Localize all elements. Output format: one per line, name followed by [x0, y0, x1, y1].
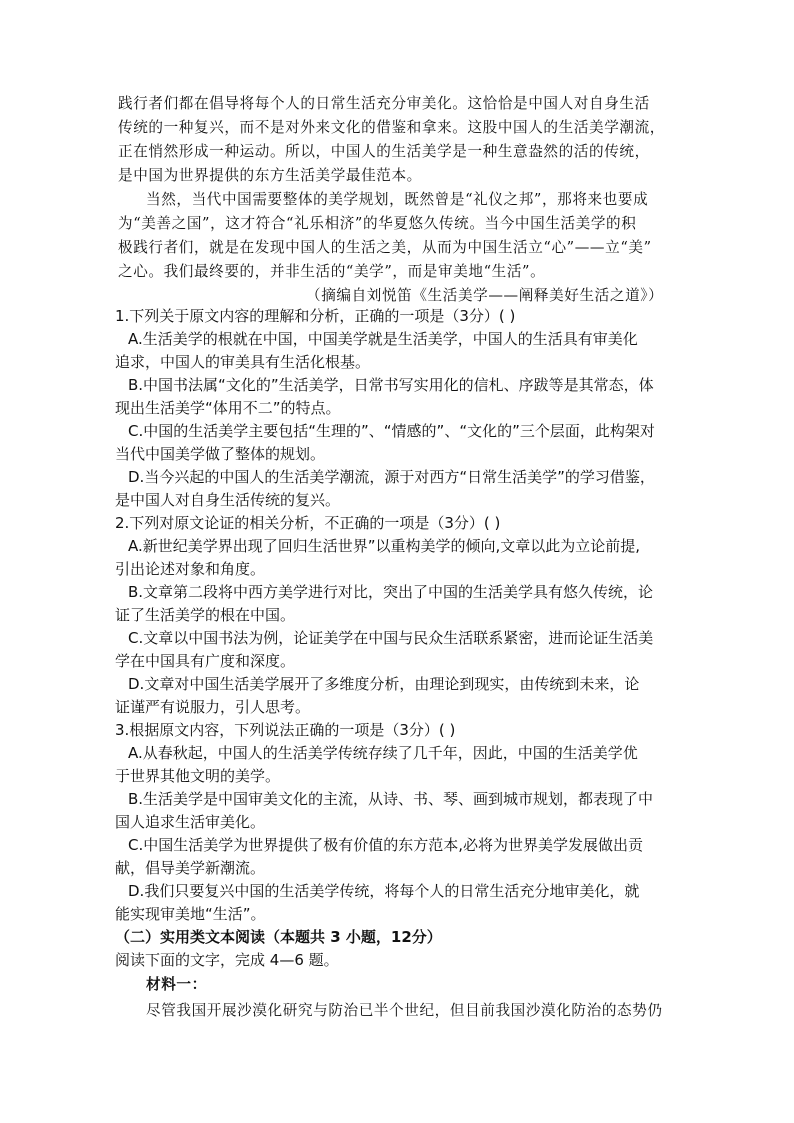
- passage-line-5: 当然，当代中国需要整体的美学规划，既然曾是“礼仪之邦”，那将来也要成: [146, 191, 649, 208]
- section-instruction: 阅读下面的文字，完成 4—6 题。: [115, 951, 339, 969]
- passage-line-7: 极践行者们，就是在发现中国人的生活之美，从而为中国生活立“心”——立“美”: [118, 239, 652, 256]
- passage-line-6: 为“美善之国”，这才符合“礼乐相济”的华夏悠久传统。当今中国生活美学的积: [118, 215, 637, 232]
- passage-line-1: 践行者们都在倡导将每个人的日常生活充分审美化。这恰恰是中国人对自身生活: [118, 95, 650, 112]
- q3-option-d-line-1: D.我们只要复兴中国的生活美学传统，将每个人的日常生活充分地审美化，就: [128, 882, 640, 900]
- q1-option-c-line-2: 当代中国美学做了整体的规划。: [115, 445, 326, 463]
- q2-option-c-line-1: C.文章以中国书法为例，论证美学在中国与民众生活联系紧密，进而论证生活美: [128, 629, 654, 647]
- passage-line-2: 传统的一种复兴，而不是对外来文化的借鉴和拿来。这股中国人的生活美学潮流，: [118, 119, 665, 136]
- q1-option-c-line-1: C.中国的生活美学主要包括“生理的”、“情感的”、“文化的”三个层面，此构架对: [128, 422, 655, 440]
- q3-option-a-line-2: 于世界其他文明的美学。: [115, 767, 281, 785]
- question-3-stem: 3.根据原文内容，下列说法正确的一项是（3分）( ): [115, 721, 456, 739]
- q1-option-b-line-2: 现出生活美学“体用不二”的特点。: [115, 399, 341, 417]
- q2-option-a-line-1: A.新世纪美学界出现了回归生活世界”以重构美学的倾向,文章以此为立论前提,: [128, 537, 641, 555]
- q3-option-b-line-1: B.生活美学是中国审美文化的主流，从诗、书、琴、画到城市规划，都表现了中: [128, 790, 654, 808]
- q3-option-a-line-1: A.从春秋起，中国人的生活美学传统存续了几千年，因此，中国的生活美学优: [128, 744, 638, 762]
- q3-option-d-line-2: 能实现审美地“生活”。: [115, 905, 266, 923]
- q3-option-c-line-1: C.中国生活美学为世界提供了极有价值的东方范本,必将为世界美学发展做出贡: [128, 836, 644, 854]
- q2-option-d-line-1: D.文章对中国生活美学展开了多维度分析，由理论到现实，由传统到未来，论: [128, 675, 640, 693]
- q1-option-d-line-2: 是中国人对自身生活传统的复兴。: [115, 491, 341, 509]
- section-heading: （二）实用类文本阅读（本题共 3 小题，12分）: [115, 928, 442, 946]
- question-2-stem: 2.下列对原文论证的相关分析，不正确的一项是（3分）( ): [115, 514, 501, 532]
- q2-option-c-line-2: 学在中国具有广度和深度。: [115, 652, 296, 670]
- passage-line-8: 之心。我们最终要的，并非生活的“美学”，而是审美地“生活”。: [118, 263, 546, 280]
- passage-line-3: 正在悄然形成一种运动。所以，中国人的生活美学是一种生意盎然的活的传统，: [118, 143, 650, 160]
- passage-source: （摘编自刘悦笛《生活美学——阐释美好生活之道》）: [306, 287, 664, 304]
- q1-option-b-line-1: B.中国书法属“文化的”生活美学，日常书写实用化的信札、序跋等是其常态，体: [128, 376, 654, 394]
- material-first-line: 尽管我国开展沙漠化研究与防治已半个世纪，但目前我国沙漠化防治的态势仍: [146, 1002, 663, 1019]
- q1-option-a-line-2: 追求，中国人的审美具有生活化根基。: [115, 353, 371, 371]
- question-1-stem: 1.下列关于原文内容的理解和分析，正确的一项是（3分）( ): [115, 307, 516, 325]
- passage-line-4: 是中国为世界提供的东方生活美学最佳范本。: [118, 167, 422, 184]
- q3-option-b-line-2: 国人追求生活审美化。: [115, 813, 266, 831]
- q2-option-a-line-2: 引出论述对象和角度。: [115, 560, 266, 578]
- q2-option-b-line-1: B.文章第二段将中西方美学进行对比，突出了中国的生活美学具有悠久传统，论: [128, 583, 654, 601]
- q2-option-b-line-2: 证了生活美学的根在中国。: [115, 606, 296, 624]
- q2-option-d-line-2: 证谨严有说服力，引人思考。: [115, 698, 311, 716]
- material-label: 材料一：: [146, 976, 207, 993]
- q1-option-a-line-1: A.生活美学的根就在中国，中国美学就是生活美学，中国人的生活具有审美化: [128, 330, 638, 348]
- q1-option-d-line-1: D.当今兴起的中国人的生活美学潮流，源于对西方“日常生活美学”的学习借鉴，: [128, 468, 655, 486]
- q3-option-c-line-2: 献，倡导美学新潮流。: [115, 859, 266, 877]
